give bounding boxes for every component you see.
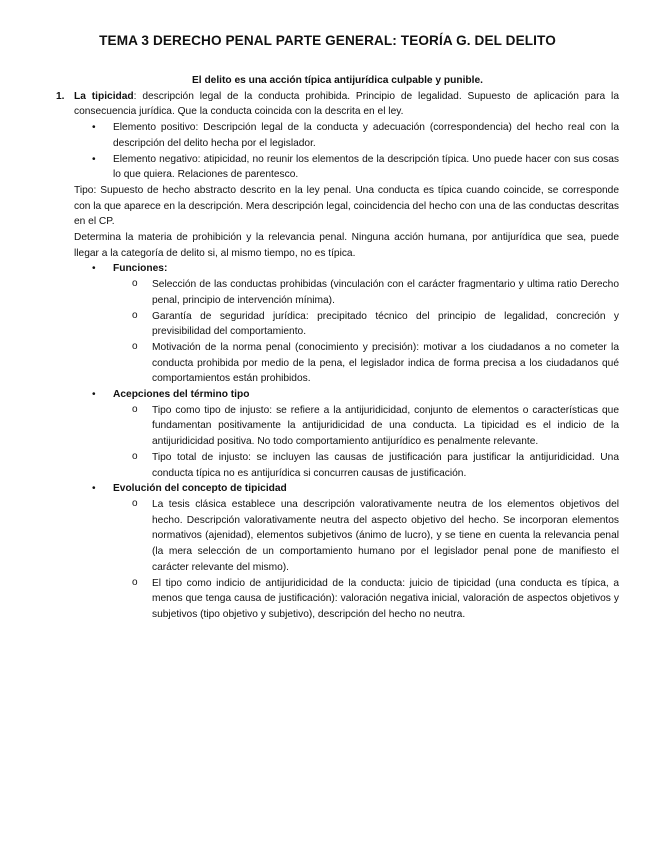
delito-definition: El delito es una acción típica antijurídica culpable y punible. xyxy=(192,75,483,86)
sub-list-item: o Garantía de seguridad jurídica: precipitado técnico del principio de legalidad, concreción y previsibilidad del comportamiento. xyxy=(132,309,619,338)
bullet-icon: • xyxy=(92,122,96,134)
list-item-elemento-negativo: • Elemento negativo: atipicidad, no reunir los elementos de la descripción típica. Uno puede hacer con sus cosas lo que quiera. Relaciones de parentesco. xyxy=(92,153,619,181)
paragraph-tipo: Tipo: Supuesto de hecho abstracto descrito en la ley penal. Una conducta es típica cuando coincide, se corresponde con la que aparece en la descripción. Mera descripción legal, coincidencia del hecho con una de las conductas descritas en el CP. xyxy=(74,184,619,228)
circle-bullet-icon: o xyxy=(132,450,138,462)
bullet-icon: • xyxy=(92,263,96,275)
list-item-funciones xyxy=(56,261,619,277)
section-number: 1. xyxy=(56,90,65,102)
bullet-icon: • xyxy=(92,153,96,165)
sub-list-item: o El tipo como indicio de antijuridicidad de la conducta: juicio de tipicidad (una conducta es típica, a menos que tenga causa de justificación): valoración negativa inicial, valoración de aspectos objetivos y subjetivos (tipo objetivo y subjetivo), descripción del hecho no neutra. xyxy=(132,576,619,620)
document-body xyxy=(56,73,619,623)
bullet-icon: • xyxy=(92,483,96,495)
list-item-acepciones xyxy=(56,387,619,403)
circle-bullet-icon: o xyxy=(132,278,138,290)
sub-list-item: o La tesis clásica establece una descripción valorativamente neutra de los elementos objetivos del hecho. Descripción valorativamente neutra del aspecto objetivo del hecho. Se incorporan elementos normativos (ajenidad), elementos subjetivos (ánimo de lucro), y se tiene en cuenta la relevancia penal (la mera selección de un comportamiento humano por el legislador penal pone de manifiesto el carácter relevante del mismo). xyxy=(132,497,619,573)
funciones-heading: Funciones: xyxy=(113,263,168,275)
circle-bullet-icon: o xyxy=(132,309,138,321)
sub-list-item: o Tipo total de injusto: se incluyen las causas de justificación para justificar la antijuridicidad. Una conducta típica no es antijurídica si concurren causas de justificación. xyxy=(132,450,619,479)
circle-bullet-icon: o xyxy=(132,340,138,352)
sub-list-item: o Selección de las conductas prohibidas (vinculación con el carácter fragmentario y ultima ratio Derecho penal, principio de intervención mínima). xyxy=(132,278,619,306)
section-1-tipicidad xyxy=(56,89,619,120)
section-heading: La tipicidad xyxy=(74,90,134,102)
circle-bullet-icon: o xyxy=(132,497,138,509)
document-title: TEMA 3 DERECHO PENAL PARTE GENERAL: TEORÍA G. DEL DELITO xyxy=(99,33,556,48)
sub-list-item: o Tipo como tipo de injusto: se refiere a la antijuridicidad, conjunto de elementos o características que fundamentan positivamente la antijuridicidad de una conducta. La tipicidad es el indicio de la antijuridicidad positiva. No todo comportamiento antijurídico es penalmente relevante. xyxy=(132,403,619,448)
circle-bullet-icon: o xyxy=(132,403,138,415)
acepciones-heading: Acepciones del término tipo xyxy=(113,389,250,401)
section-text: : descripción legal de la conducta prohibida. Principio de legalidad. Supuesto de aplicación para la consecuencia jurídica. Que la conducta coincida con la descrita en el ley. xyxy=(74,90,619,118)
bullet-icon: • xyxy=(92,389,96,401)
circle-bullet-icon: o xyxy=(132,576,138,588)
evolucion-heading: Evolución del concepto de tipicidad xyxy=(113,483,287,495)
list-item-elemento-positivo: • Elemento positivo: Descripción legal de la conducta y adecuación (correspondencia) del hecho real con la descripción del delito hecha por el legislador. xyxy=(92,122,619,149)
list-item-evolucion xyxy=(56,481,619,497)
sub-list-item: o Motivación de la norma penal (conocimiento y precisión): motivar a los ciudadanos a no cometer la conducta prohibida por medio de la pena, el legislador indica de forma precisa a los ciudadanos qué comportamientos están prohibidos. xyxy=(132,340,619,385)
paragraph-determina: Determina la materia de prohibición y la relevancia penal. Ninguna acción humana, por antijurídica que sea, puede llegar a la categoría de delito si, al mismo tiempo, no es típica. xyxy=(74,232,619,259)
